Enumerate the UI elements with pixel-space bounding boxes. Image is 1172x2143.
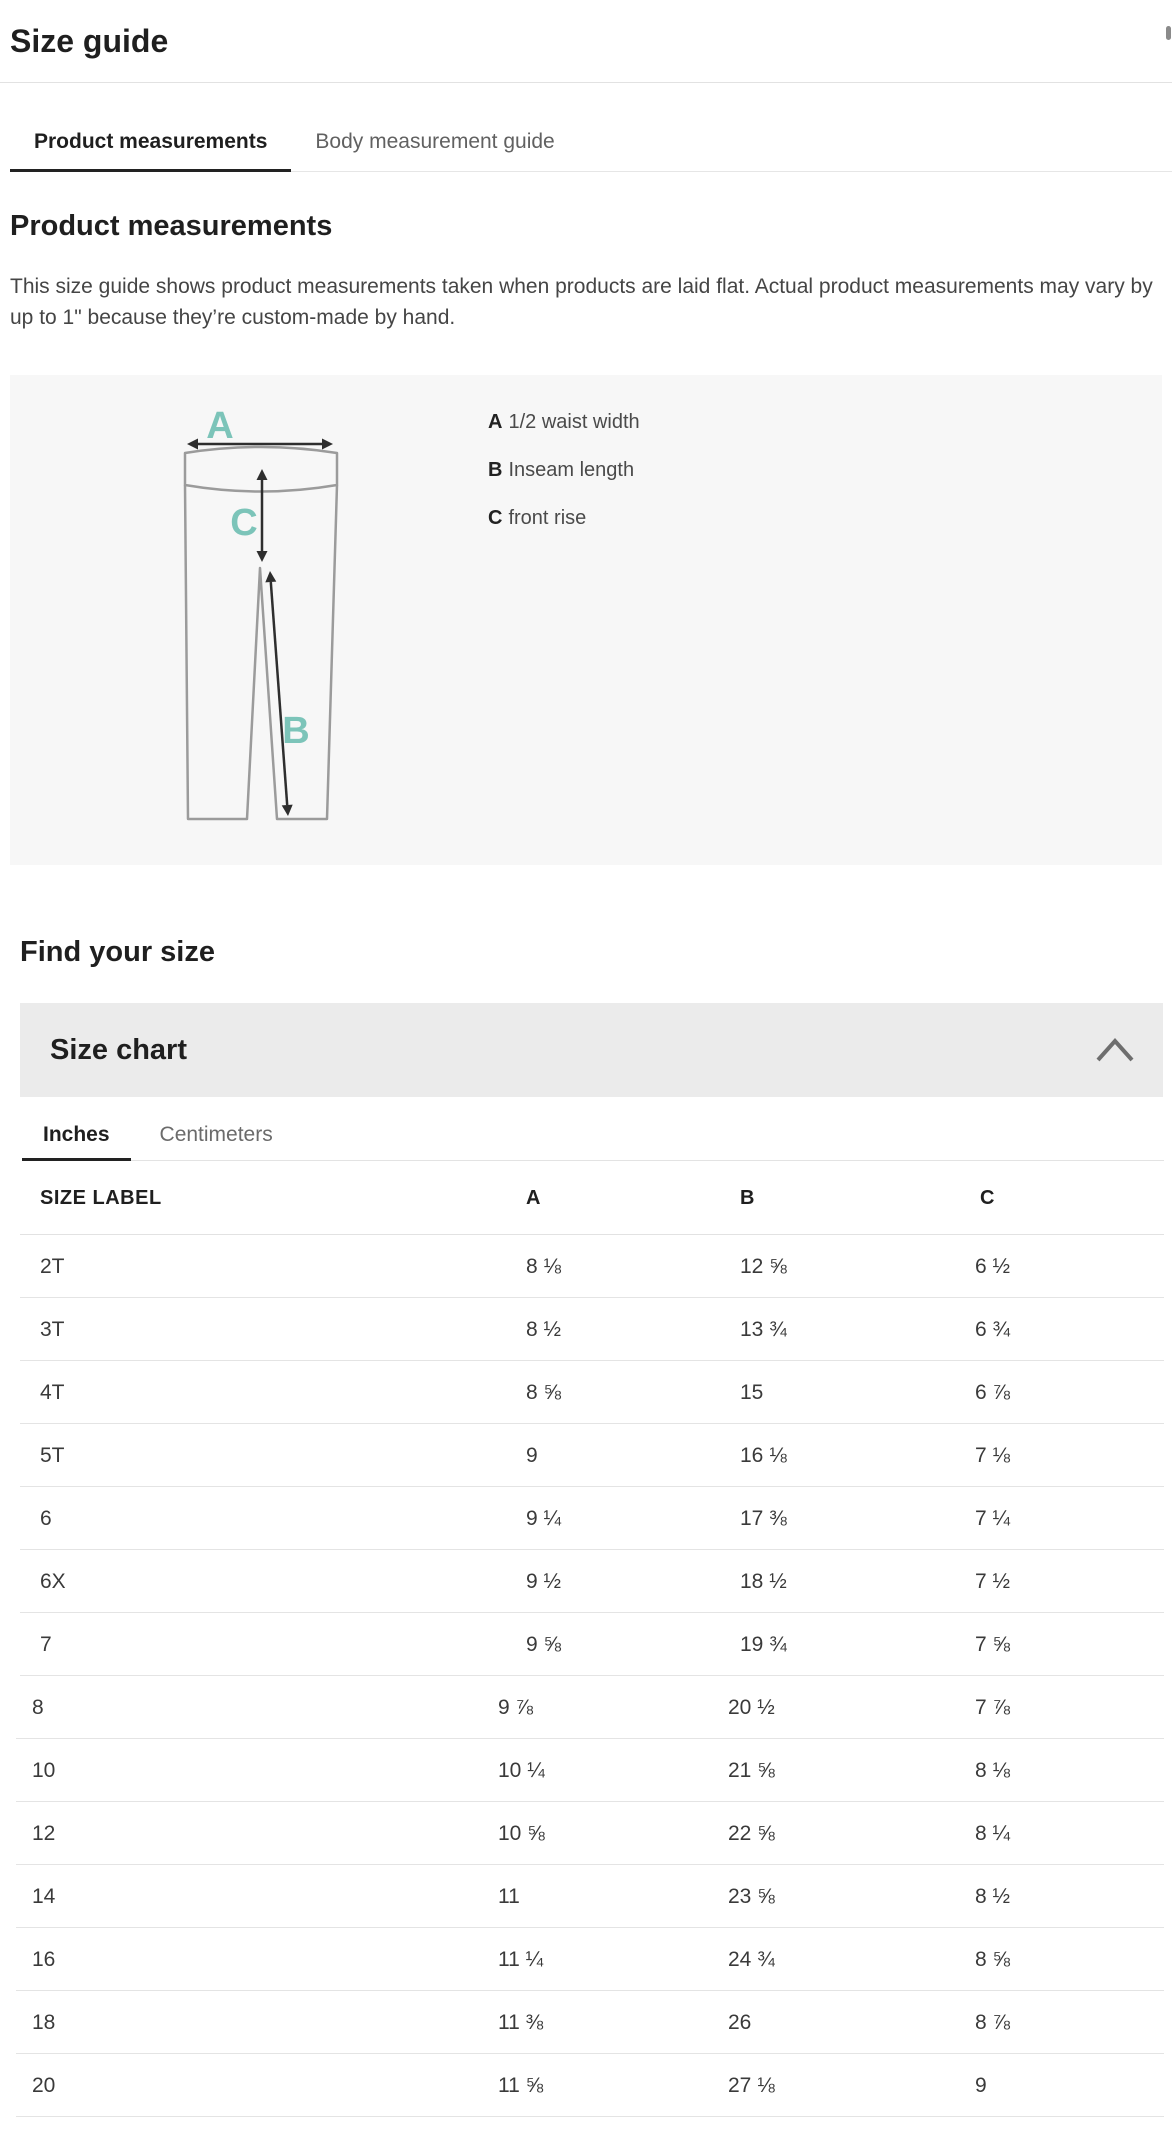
unit-tab-bar <box>22 1119 1164 1161</box>
table-row <box>0 1361 1172 1424</box>
measurement-cell: 8 ¼ <box>975 1821 1011 1845</box>
measurement-cell: 27 ⅛ <box>728 2073 775 2097</box>
measurement-cell: 13 ¾ <box>740 1317 787 1341</box>
legend-item <box>488 411 640 433</box>
measurement-cell: 11 <box>498 1884 520 1908</box>
size-label-cell: 4T <box>40 1380 65 1404</box>
size-chart-toggle[interactable] <box>20 1003 1163 1097</box>
table-row <box>0 1991 1172 2054</box>
legend-text: front rise <box>508 507 587 529</box>
tab-bar <box>10 83 1172 172</box>
measurement-cell: 9 ½ <box>526 1569 562 1593</box>
size-label-cell: 16 <box>32 1947 56 1971</box>
measurement-cell: 11 ⅜ <box>498 2010 544 2034</box>
measurement-cell: 11 ⅝ <box>498 2073 544 2097</box>
column-header-b: B <box>740 1186 755 1209</box>
size-label-cell: 7 <box>40 1632 52 1656</box>
legend-item <box>488 507 640 529</box>
measurement-cell: 15 <box>740 1380 764 1404</box>
measurement-cell: 6 ⅞ <box>975 1380 1011 1404</box>
measurement-cell: 8 ½ <box>526 1317 562 1341</box>
table-row <box>0 1613 1172 1676</box>
size-label-cell: 6 <box>40 1506 52 1530</box>
measurement-cell: 9 ⅝ <box>526 1632 562 1656</box>
measurement-cell: 9 ¼ <box>526 1506 562 1530</box>
size-label-cell: 3T <box>40 1317 65 1341</box>
size-label-cell: 18 <box>32 2010 56 2034</box>
diagram-label-c: C <box>230 502 258 544</box>
chevron-up-icon[interactable] <box>1095 1036 1135 1064</box>
size-label-cell: 20 <box>32 2073 56 2097</box>
column-header-c: C <box>980 1186 995 1209</box>
find-your-size-heading: Find your size <box>20 936 215 968</box>
measurement-cell: 22 ⅝ <box>728 1821 775 1845</box>
section-description: This size guide shows product measurements taken when products are laid flat. Actual product measurements may vary by up to 1" because they’re custom-made by hand. <box>10 275 1153 329</box>
page-title: Size guide <box>10 23 169 59</box>
measurement-cell: 6 ¾ <box>975 1317 1011 1341</box>
size-label-cell: 8 <box>32 1695 44 1719</box>
legend-text: Inseam length <box>508 459 635 481</box>
table-row <box>0 1676 1172 1739</box>
column-header-size-label: SIZE LABEL <box>40 1186 162 1209</box>
measurement-cell: 11 ¼ <box>498 1947 544 1971</box>
measurement-cell: 8 ⅞ <box>975 2010 1011 2034</box>
table-row <box>0 1424 1172 1487</box>
measurement-cell: 18 ½ <box>740 1569 787 1593</box>
diagram-label-b: B <box>282 710 310 752</box>
measurement-cell: 7 ¼ <box>975 1506 1011 1530</box>
pants-diagram <box>160 405 380 850</box>
legend-key: B <box>488 459 503 481</box>
measurement-cell: 19 ¾ <box>740 1632 787 1656</box>
measurement-cell: 10 ¼ <box>498 1758 545 1782</box>
table-row <box>0 1550 1172 1613</box>
size-label-cell: 6X <box>40 1569 66 1593</box>
measurement-cell: 7 ⅞ <box>975 1695 1011 1719</box>
table-row <box>0 1802 1172 1865</box>
table-row <box>0 1865 1172 1928</box>
measurement-cell: 8 ⅝ <box>975 1947 1011 1971</box>
measurement-cell: 9 <box>975 2073 987 2097</box>
measurement-cell: 8 ½ <box>975 1884 1011 1908</box>
measurement-cell: 26 <box>728 2010 752 2034</box>
measurement-table <box>0 1161 1172 2117</box>
measurement-cell: 8 ⅛ <box>975 1758 1011 1782</box>
measurement-cell: 10 ⅝ <box>498 1821 545 1845</box>
legend-item <box>488 459 640 481</box>
legend-text: 1/2 waist width <box>508 411 640 433</box>
table-row <box>0 1235 1172 1298</box>
measurement-cell: 23 ⅝ <box>728 1884 775 1908</box>
legend-key: A <box>488 411 503 433</box>
measurement-cell: 17 ⅜ <box>740 1506 787 1530</box>
measurement-cell: 8 ⅝ <box>526 1380 562 1404</box>
scrollbar-thumb[interactable] <box>1166 26 1171 40</box>
measurement-cell: 7 ⅝ <box>975 1632 1011 1656</box>
measurement-cell: 20 ½ <box>728 1695 775 1719</box>
measurement-cell: 9 ⅞ <box>498 1695 534 1719</box>
diagram-label-a: A <box>206 405 234 447</box>
measurement-cell: 21 ⅝ <box>728 1758 775 1782</box>
column-header-a: A <box>526 1186 541 1209</box>
section-heading: Product measurements <box>10 210 333 242</box>
legend-key: C <box>488 507 503 529</box>
measurement-cell: 7 ⅛ <box>975 1443 1011 1467</box>
measurement-cell: 6 ½ <box>975 1254 1011 1278</box>
measurement-cell: 8 ⅛ <box>526 1254 562 1278</box>
measurement-cell: 9 <box>526 1443 538 1467</box>
tab-body-measurement-guide[interactable]: Body measurement guide <box>315 130 555 153</box>
size-label-cell: 10 <box>32 1758 56 1782</box>
table-row <box>0 2054 1172 2117</box>
size-label-cell: 14 <box>32 1884 56 1908</box>
tab-centimeters[interactable]: Centimeters <box>159 1123 273 1146</box>
size-chart-title: Size chart <box>50 1033 187 1066</box>
table-row <box>0 1298 1172 1361</box>
measurement-cell: 24 ¾ <box>728 1947 775 1971</box>
size-label-cell: 2T <box>40 1254 65 1278</box>
tab-inches[interactable]: Inches <box>22 1119 131 1160</box>
table-row <box>0 1487 1172 1550</box>
table-row <box>0 1928 1172 1991</box>
diagram-legend <box>488 411 640 555</box>
size-label-cell: 12 <box>32 1821 56 1845</box>
table-row <box>0 1739 1172 1802</box>
measurement-diagram-panel <box>10 375 1162 865</box>
tab-product-measurements[interactable]: Product measurements <box>10 83 291 171</box>
table-header <box>0 1161 1172 1235</box>
measurement-cell: 7 ½ <box>975 1569 1011 1593</box>
measurement-cell: 16 ⅛ <box>740 1443 787 1467</box>
size-label-cell: 5T <box>40 1443 65 1467</box>
measurement-cell: 12 ⅝ <box>740 1254 787 1278</box>
